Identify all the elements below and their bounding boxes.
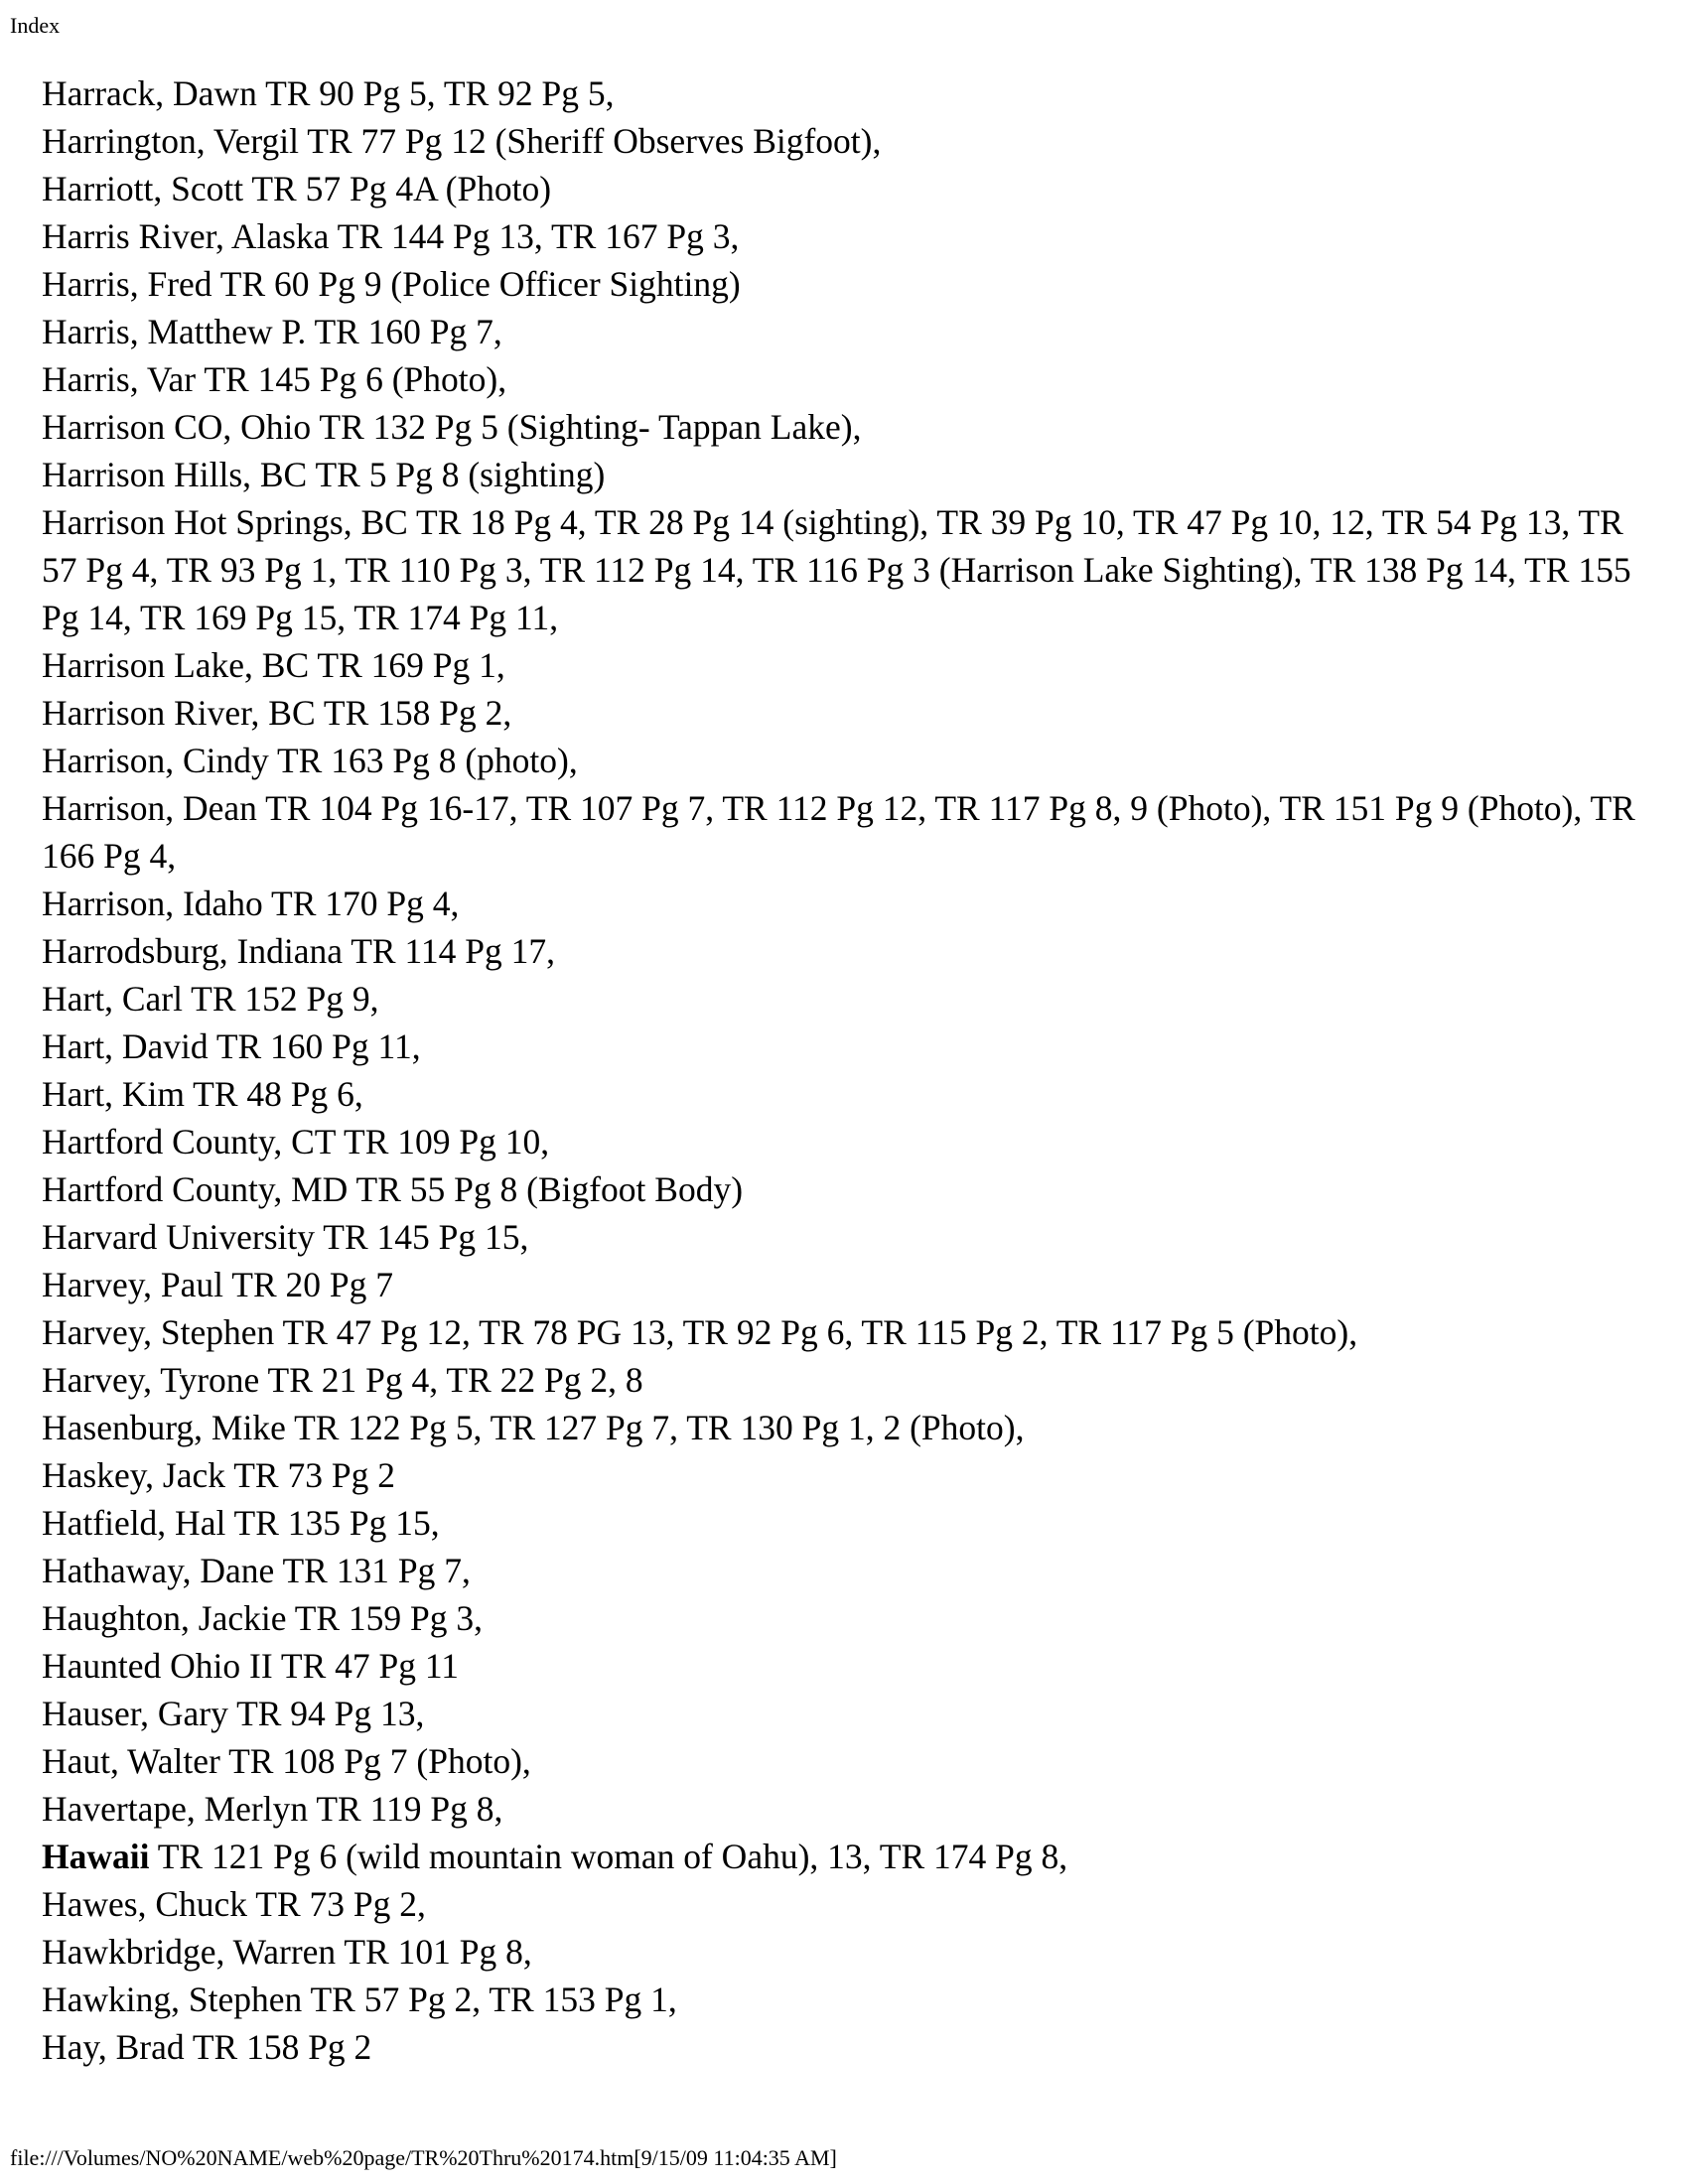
entry-text: Harvey, Tyrone TR 21 Pg 4, TR 22 Pg 2, 8 bbox=[42, 1360, 643, 1400]
entry-text: Haunted Ohio II TR 47 Pg 11 bbox=[42, 1646, 460, 1686]
index-entry bbox=[42, 1118, 1640, 1165]
entry-text: Harvey, Stephen TR 47 Pg 12, TR 78 PG 13, TR 92 Pg 6, TR 115 Pg 2, TR 117 Pg 5 (Photo), bbox=[42, 1312, 1358, 1352]
entry-text: Harris River, Alaska TR 144 Pg 13, TR 167 Pg 3, bbox=[42, 216, 740, 256]
entry-text: Hartford County, CT TR 109 Pg 10, bbox=[42, 1122, 550, 1161]
entry-text: Haskey, Jack TR 73 Pg 2 bbox=[42, 1455, 395, 1495]
entry-text: Harvey, Paul TR 20 Pg 7 bbox=[42, 1265, 393, 1304]
entry-text: Harrison CO, Ohio TR 132 Pg 5 (Sighting- Tappan Lake), bbox=[42, 407, 862, 447]
index-entry bbox=[42, 1070, 1640, 1118]
index-entry bbox=[42, 117, 1640, 165]
entry-text: Harrington, Vergil TR 77 Pg 12 (Sheriff Observes Bigfoot), bbox=[42, 121, 882, 161]
index-entry bbox=[42, 1261, 1640, 1308]
index-entry bbox=[42, 1308, 1640, 1356]
index-entry bbox=[42, 1690, 1640, 1737]
entry-text: Harris, Matthew P. TR 160 Pg 7, bbox=[42, 312, 502, 351]
entry-text: Hart, Carl TR 152 Pg 9, bbox=[42, 979, 379, 1019]
entry-text: Harrison River, BC TR 158 Pg 2, bbox=[42, 693, 512, 733]
entry-bold-term: Hawaii bbox=[42, 1837, 150, 1876]
index-entry bbox=[42, 1785, 1640, 1833]
index-entry bbox=[42, 1023, 1640, 1070]
index-entry bbox=[42, 784, 1640, 880]
index-entry-list bbox=[42, 69, 1640, 2071]
index-entry bbox=[42, 689, 1640, 737]
entry-text: Harrison Hot Springs, BC TR 18 Pg 4, TR 28 Pg 14 (sighting), TR 39 Pg 10, TR 47 Pg 10, 12, TR 54 Pg 13, TR 57 Pg 4, TR 93 Pg 1, TR 110 Pg 3, TR 112 Pg 14, TR 116 Pg 3 (Harrison Lake Sighting), TR 138 Pg 14, TR 155 Pg 14, TR 169 Pg 15, TR 174 Pg 11, bbox=[42, 502, 1631, 637]
entry-text: Hartford County, MD TR 55 Pg 8 (Bigfoot Body) bbox=[42, 1169, 744, 1209]
entry-text: Harrison, Cindy TR 163 Pg 8 (photo), bbox=[42, 741, 578, 780]
entry-text: Havertape, Merlyn TR 119 Pg 8, bbox=[42, 1789, 503, 1829]
entry-text: Harrison Hills, BC TR 5 Pg 8 (sighting) bbox=[42, 455, 606, 494]
index-entry bbox=[42, 1928, 1640, 1976]
index-entry bbox=[42, 451, 1640, 498]
entry-text: Harris, Var TR 145 Pg 6 (Photo), bbox=[42, 359, 507, 399]
entry-text: Hay, Brad TR 158 Pg 2 bbox=[42, 2027, 372, 2067]
entry-text: Harvard University TR 145 Pg 15, bbox=[42, 1217, 529, 1257]
entry-text: Hawes, Chuck TR 73 Pg 2, bbox=[42, 1884, 426, 1924]
entry-text: Harrack, Dawn TR 90 Pg 5, TR 92 Pg 5, bbox=[42, 73, 615, 113]
index-entry bbox=[42, 975, 1640, 1023]
index-entry bbox=[42, 927, 1640, 975]
index-entry bbox=[42, 1404, 1640, 1451]
entry-text: Hathaway, Dane TR 131 Pg 7, bbox=[42, 1551, 471, 1590]
index-entry bbox=[42, 1213, 1640, 1261]
index-entry bbox=[42, 1976, 1640, 2023]
entry-text: Hawking, Stephen TR 57 Pg 2, TR 153 Pg 1, bbox=[42, 1979, 677, 2019]
entry-text: Hauser, Gary TR 94 Pg 13, bbox=[42, 1694, 425, 1733]
index-entry bbox=[42, 403, 1640, 451]
index-entry bbox=[42, 355, 1640, 403]
index-entry bbox=[42, 69, 1640, 117]
entry-text: Hatfield, Hal TR 135 Pg 15, bbox=[42, 1503, 440, 1543]
index-entry bbox=[42, 1451, 1640, 1499]
index-entry bbox=[42, 1356, 1640, 1404]
index-entry bbox=[42, 165, 1640, 212]
index-entry bbox=[42, 1499, 1640, 1547]
index-entry bbox=[42, 1642, 1640, 1690]
index-entry bbox=[42, 1833, 1640, 1880]
index-entry bbox=[42, 1165, 1640, 1213]
index-entry bbox=[42, 260, 1640, 308]
index-entry bbox=[42, 1737, 1640, 1785]
entry-text: Harrison, Idaho TR 170 Pg 4, bbox=[42, 884, 460, 923]
entry-text: Harriott, Scott TR 57 Pg 4A (Photo) bbox=[42, 169, 552, 208]
index-entry bbox=[42, 880, 1640, 927]
page-header-title: Index bbox=[10, 13, 61, 38]
entry-text: Harrison, Dean TR 104 Pg 16-17, TR 107 Pg 7, TR 112 Pg 12, TR 117 Pg 8, 9 (Photo), TR 151 Pg 9 (Photo), TR 166 Pg 4, bbox=[42, 788, 1635, 876]
entry-text: Hawkbridge, Warren TR 101 Pg 8, bbox=[42, 1932, 532, 1972]
index-entry bbox=[42, 308, 1640, 355]
entry-text: Harris, Fred TR 60 Pg 9 (Police Officer Sighting) bbox=[42, 264, 741, 304]
index-entry bbox=[42, 641, 1640, 689]
entry-text: Harrodsburg, Indiana TR 114 Pg 17, bbox=[42, 931, 556, 971]
entry-text: Hart, Kim TR 48 Pg 6, bbox=[42, 1074, 363, 1114]
index-entry bbox=[42, 498, 1640, 641]
entry-text: Hasenburg, Mike TR 122 Pg 5, TR 127 Pg 7, TR 130 Pg 1, 2 (Photo), bbox=[42, 1408, 1025, 1447]
entry-text: Hart, David TR 160 Pg 11, bbox=[42, 1026, 421, 1066]
index-entry bbox=[42, 1880, 1640, 1928]
index-entry bbox=[42, 2023, 1640, 2071]
index-entry bbox=[42, 212, 1640, 260]
index-entry bbox=[42, 1547, 1640, 1594]
entry-text: Haut, Walter TR 108 Pg 7 (Photo), bbox=[42, 1741, 531, 1781]
entry-text: TR 121 Pg 6 (wild mountain woman of Oahu), 13, TR 174 Pg 8, bbox=[149, 1837, 1068, 1876]
index-entry bbox=[42, 1594, 1640, 1642]
index-entry bbox=[42, 737, 1640, 784]
entry-text: Haughton, Jackie TR 159 Pg 3, bbox=[42, 1598, 484, 1638]
entry-text: Harrison Lake, BC TR 169 Pg 1, bbox=[42, 645, 505, 685]
page-footer-url: file:///Volumes/NO%20NAME/web%20page/TR%20Thru%20174.htm[9/15/09 11:04:35 AM] bbox=[10, 2145, 837, 2170]
